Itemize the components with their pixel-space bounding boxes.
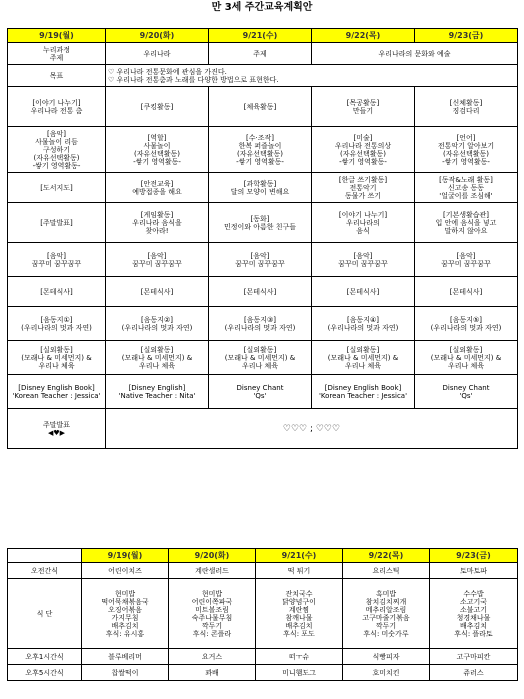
curriculum-value: 우리나라 <box>106 43 209 65</box>
menu-cell: 호미치킨 <box>343 665 430 681</box>
plan-row <box>8 173 518 203</box>
menu-cell: 꽈배 <box>169 665 256 681</box>
activity-cell: [음악] 꿈꾸미 꿈꾸꿈꾸 <box>8 243 106 277</box>
activity-cell: [수·조작] 한복 퍼즐놀이 (자유선택활동) -쌓기 영역활동- <box>209 127 312 173</box>
activity-cell: [Disney English] 'Native Teacher : Nita' <box>106 375 209 409</box>
menu-cell: 미니햄도그 <box>256 665 343 681</box>
weekend-icon: ◀♥▶ <box>47 428 66 437</box>
plan-row <box>8 87 518 127</box>
goal-item: ♡ 우리나라 전통문화에 관심을 가진다. <box>108 67 227 76</box>
activity-cell: [음동지②] (우리나라의 멋과 자연) <box>106 307 209 341</box>
activity-cell: [Disney English Book] 'Korean Teacher : Jessica' <box>312 375 415 409</box>
plan-row <box>8 277 518 307</box>
day-header: 9/20(화) <box>106 29 209 43</box>
activity-cell: [이야기 나누기] 우리나라 전통 춤 <box>8 87 106 127</box>
page-title: 만 3세 주간교육계획안 <box>211 2 313 13</box>
activity-cell: [음동지③] (우리나라의 멋과 자연) <box>209 307 312 341</box>
menu-row <box>8 563 518 579</box>
goal-row <box>8 65 518 87</box>
menu-row <box>8 649 518 665</box>
activity-cell: [동작&노래 활동] 신고송 동동 '얼굴이를 조심해' <box>415 173 518 203</box>
activity-cell: [도서지도] <box>8 173 106 203</box>
activity-cell: [음악] 사물놀이 리듬 구성하기 (자유선택활동) -쌓기 영역활동- <box>8 127 106 173</box>
activity-cell: [안전교육] 예방접종을 해요 <box>106 173 209 203</box>
menu-cell: 현미밥 떡어묵채볶음국 오징어볶음 가지무침 배추김치 후식: 유시홍 <box>82 579 169 649</box>
plan-row <box>8 203 518 243</box>
menu-day-header: 9/21(수) <box>256 549 343 563</box>
activity-cell: [몬테식사] <box>209 277 312 307</box>
activity-cell: [체육활동] <box>209 87 312 127</box>
plan-row <box>8 341 518 375</box>
activity-cell: [이야기 나누기] 우리나라의 음식 <box>312 203 415 243</box>
menu-cell: 떡 튀기 <box>256 563 343 579</box>
menu-cell: 흑미밥 참치김치찌개 메추리알조림 고구마줄기볶음 깍두기 후식: 미숫가루 <box>343 579 430 649</box>
activity-cell: [쿠킹활동] <box>106 87 209 127</box>
activity-cell: [음동지①] (우리나라의 멋과 자연) <box>8 307 106 341</box>
activity-cell: [동화] 민정이와 아름한 친구들 <box>209 203 312 243</box>
goal-list <box>106 65 518 87</box>
curriculum-label: 누리과정 주제 <box>8 43 106 65</box>
weekend-hearts: ♡♡♡ ; ♡♡♡ <box>106 409 518 449</box>
activity-cell: [실외활동] (모래나 & 미세먼지) & 우리나 체육 <box>106 341 209 375</box>
day-header: 9/21(수) <box>209 29 312 43</box>
plan-header-row <box>8 29 518 43</box>
day-header: 9/22(목) <box>312 29 415 43</box>
theme-value: 우리나라의 문화와 예술 <box>312 43 518 65</box>
menu-table <box>7 548 518 681</box>
menu-cell: 요거스 <box>169 649 256 665</box>
menu-row-label: 오후1시간식 <box>8 649 82 665</box>
menu-corner <box>8 549 82 563</box>
menu-row <box>8 665 518 681</box>
menu-cell: 고구마피칸 <box>430 649 518 665</box>
weekend-label-cell <box>8 409 106 449</box>
menu-day-header: 9/23(금) <box>430 549 518 563</box>
activity-cell: [미술] 우리나라 전통의상 (자유선택활동) -쌓기 영역활동- <box>312 127 415 173</box>
plan-row <box>8 375 518 409</box>
activity-cell: [주말발표] <box>8 203 106 243</box>
activity-cell: [언어] 전통악기 알아보기 (자유선택활동) -쌓기 영역활동- <box>415 127 518 173</box>
activity-cell: [목공활동] 만들기 <box>312 87 415 127</box>
plan-row <box>8 127 518 173</box>
menu-cell: 떠ㅜ슈 <box>256 649 343 665</box>
curriculum-row <box>8 43 518 65</box>
activity-cell: [과학활동] 달의 모양이 변해요 <box>209 173 312 203</box>
activity-cell: [실외활동] (모래나 & 미세먼지) & 우리나 체육 <box>312 341 415 375</box>
menu-cell: 계란샐러드 <box>169 563 256 579</box>
activity-cell: [음악] 꿈꾸미 꿈꾸꿈꾸 <box>106 243 209 277</box>
activity-cell: [한글 쓰기활동] 전통악기 동물가 쓰기 <box>312 173 415 203</box>
plan-row <box>8 307 518 341</box>
activity-cell: [몬테식사] <box>8 277 106 307</box>
menu-row-label: 오후5시간식 <box>8 665 82 681</box>
activity-cell: [몬테식사] <box>312 277 415 307</box>
activity-cell: [게임활동] 우리나라 음식을 찾아라! <box>106 203 209 243</box>
activity-cell: [실외활동] (모래나 & 미세먼지) & 우리나 체육 <box>209 341 312 375</box>
menu-day-header: 9/19(월) <box>82 549 169 563</box>
plan-row <box>8 243 518 277</box>
menu-cell: 잔치국수 닭양념구이 계란찜 참깨나물 배추김치 후식: 포도 <box>256 579 343 649</box>
menu-row <box>8 579 518 649</box>
activity-cell: [신체활동] 징검다리 <box>415 87 518 127</box>
menu-day-header: 9/20(화) <box>169 549 256 563</box>
goal-label: 목표 <box>8 65 106 87</box>
menu-cell: 수수밥 소고기국 소불고기 청경채나물 배추김치 후식: 플라토 <box>430 579 518 649</box>
menu-cell: 요리스틱 <box>343 563 430 579</box>
activity-cell: [Disney English Book] 'Korean Teacher : Jessica' <box>8 375 106 409</box>
activity-cell: [기본생활습관] 입 안에 음식을 넣고 말하지 않아요 <box>415 203 518 243</box>
menu-day-header: 9/22(목) <box>343 549 430 563</box>
menu-row-label: 오전간식 <box>8 563 82 579</box>
menu-cell: 찹쌀떡이 <box>82 665 169 681</box>
day-header: 9/19(월) <box>8 29 106 43</box>
day-header: 9/23(금) <box>415 29 518 43</box>
goal-item: ♡ 우리나라 전통춤과 노래를 다양한 방법으로 표현한다. <box>108 75 279 84</box>
activity-cell: Disney Chant 'Qs' <box>415 375 518 409</box>
weekly-plan-table <box>7 28 518 449</box>
activity-cell: [음동지④] (우리나라의 멋과 자연) <box>312 307 415 341</box>
menu-cell: 토마토파 <box>430 563 518 579</box>
weekend-row <box>8 409 518 449</box>
activity-cell: [역할] 사물놀이 (자유선택활동) -쌓기 영역활동- <box>106 127 209 173</box>
activity-cell: Disney Chant 'Qs' <box>209 375 312 409</box>
weekend-label: 주말발표 <box>42 420 71 429</box>
activity-cell: [몬테식사] <box>106 277 209 307</box>
menu-cell: 어린이치즈 <box>82 563 169 579</box>
menu-row-label: 식 단 <box>8 579 82 649</box>
menu-cell: 현미밥 어린이쪽파국 미트볼조림 숙주나물무침 깍두기 후식: 콘플라 <box>169 579 256 649</box>
menu-cell: 블루베리머 <box>82 649 169 665</box>
theme-label: 주제 <box>209 43 312 65</box>
menu-header-row <box>8 549 518 563</box>
activity-cell: [몬테식사] <box>415 277 518 307</box>
activity-cell: [음악] 꿈꾸미 꿈꾸꿈꾸 <box>312 243 415 277</box>
menu-cell: 쥬러스 <box>430 665 518 681</box>
activity-cell: [실외활동] (모래나 & 미세먼지) & 우리나 체육 <box>415 341 518 375</box>
activity-cell: [실외활동] (모래나 & 미세먼지) & 우리나 체육 <box>8 341 106 375</box>
activity-cell: [음악] 꿈꾸미 꿈꾸꿈꾸 <box>415 243 518 277</box>
activity-cell: [음악] 꿈꾸미 꿈꾸꿈꾸 <box>209 243 312 277</box>
activity-cell: [음동지⑤] (우리나라의 멋과 자연) <box>415 307 518 341</box>
menu-cell: 식빵피자 <box>343 649 430 665</box>
